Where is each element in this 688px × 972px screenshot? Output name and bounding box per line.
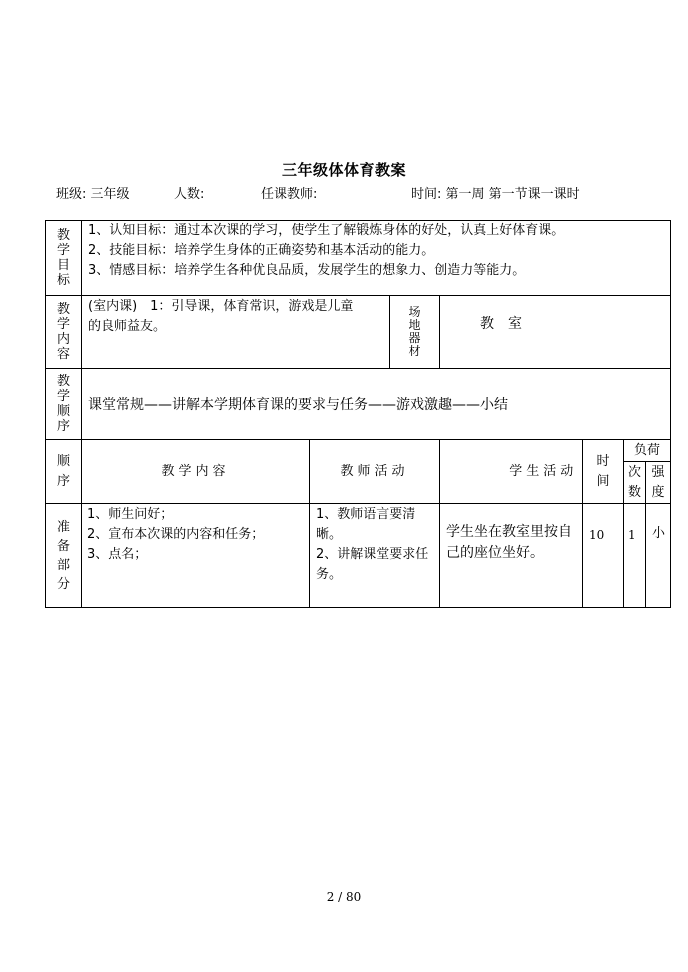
- teacher-line: 1、教师语言要清晰。: [316, 507, 416, 542]
- content-row: [46, 296, 671, 369]
- prep-label: 准 备 部 分: [46, 504, 82, 608]
- sequence-row: [46, 369, 671, 440]
- goal-line: 1、认知目标：通过本次课的学习，使学生了解锻炼身体的好处，认真上好体育课。: [88, 223, 565, 238]
- goal-line: 3、情感目标：培养学生各种优良品质，发展学生的想象力、创造力等能力。: [88, 263, 526, 278]
- header-student-activity: 学生活动: [505, 440, 583, 504]
- sequence-label: 教 学 顺 序: [46, 369, 82, 440]
- content-text: (室内课) 1：引导课，体育常识，游戏是儿童的良师益友。: [82, 296, 390, 369]
- class-label: 班级: 三年级: [56, 187, 130, 202]
- venue-value: 教 室: [440, 296, 671, 369]
- table-row: [46, 504, 671, 608]
- prep-times: 1: [624, 504, 646, 608]
- content-line: 3、点名；: [87, 547, 148, 562]
- prep-content: [82, 504, 310, 608]
- header-order: 顺 序: [46, 440, 82, 504]
- page-number: 2 / 80: [326, 890, 362, 904]
- student-count-label: 人数:: [174, 187, 205, 202]
- content-label: 教 学 内 容: [46, 296, 82, 369]
- goals-content: [82, 221, 671, 296]
- header-content: 教学内容: [82, 440, 310, 504]
- header-times: 次 数: [624, 462, 646, 504]
- goals-row: [46, 221, 671, 296]
- header-intensity: 强 度: [646, 462, 671, 504]
- header-load: 负荷: [624, 440, 671, 462]
- header-gap: [440, 440, 505, 504]
- prep-teacher-activity: [310, 504, 440, 608]
- header-time: 时 间: [583, 440, 624, 504]
- venue-label: 场 地 器 材: [390, 296, 440, 369]
- header-teacher-activity: 教师活动: [310, 440, 440, 504]
- prep-intensity: 小: [646, 504, 671, 608]
- content-line: 1、师生问好；: [87, 507, 174, 522]
- sequence-text: 课堂常规——讲解本学期体育课的要求与任务——游戏激趣——小结: [82, 369, 671, 440]
- lesson-plan-table: [45, 220, 671, 608]
- info-row: [0, 183, 688, 201]
- teacher-label: 任课教师:: [261, 187, 318, 202]
- prep-student-activity: 学生坐在教室里按自己的座位坐好。: [440, 504, 583, 608]
- prep-time: 10: [583, 504, 624, 608]
- time-label: 时间: 第一周 第一节课一课时: [411, 187, 580, 202]
- goals-label: 教 学 目 标: [46, 221, 82, 296]
- header-row: [46, 440, 671, 462]
- document-title: 三年级体体育教案: [281, 161, 406, 179]
- teacher-line: 2、讲解课堂要求任务。: [316, 547, 429, 582]
- goal-line: 2、技能目标：培养学生身体的正确姿势和基本活动的能力。: [88, 243, 435, 258]
- content-line: 2、宣布本次课的内容和任务；: [87, 527, 265, 542]
